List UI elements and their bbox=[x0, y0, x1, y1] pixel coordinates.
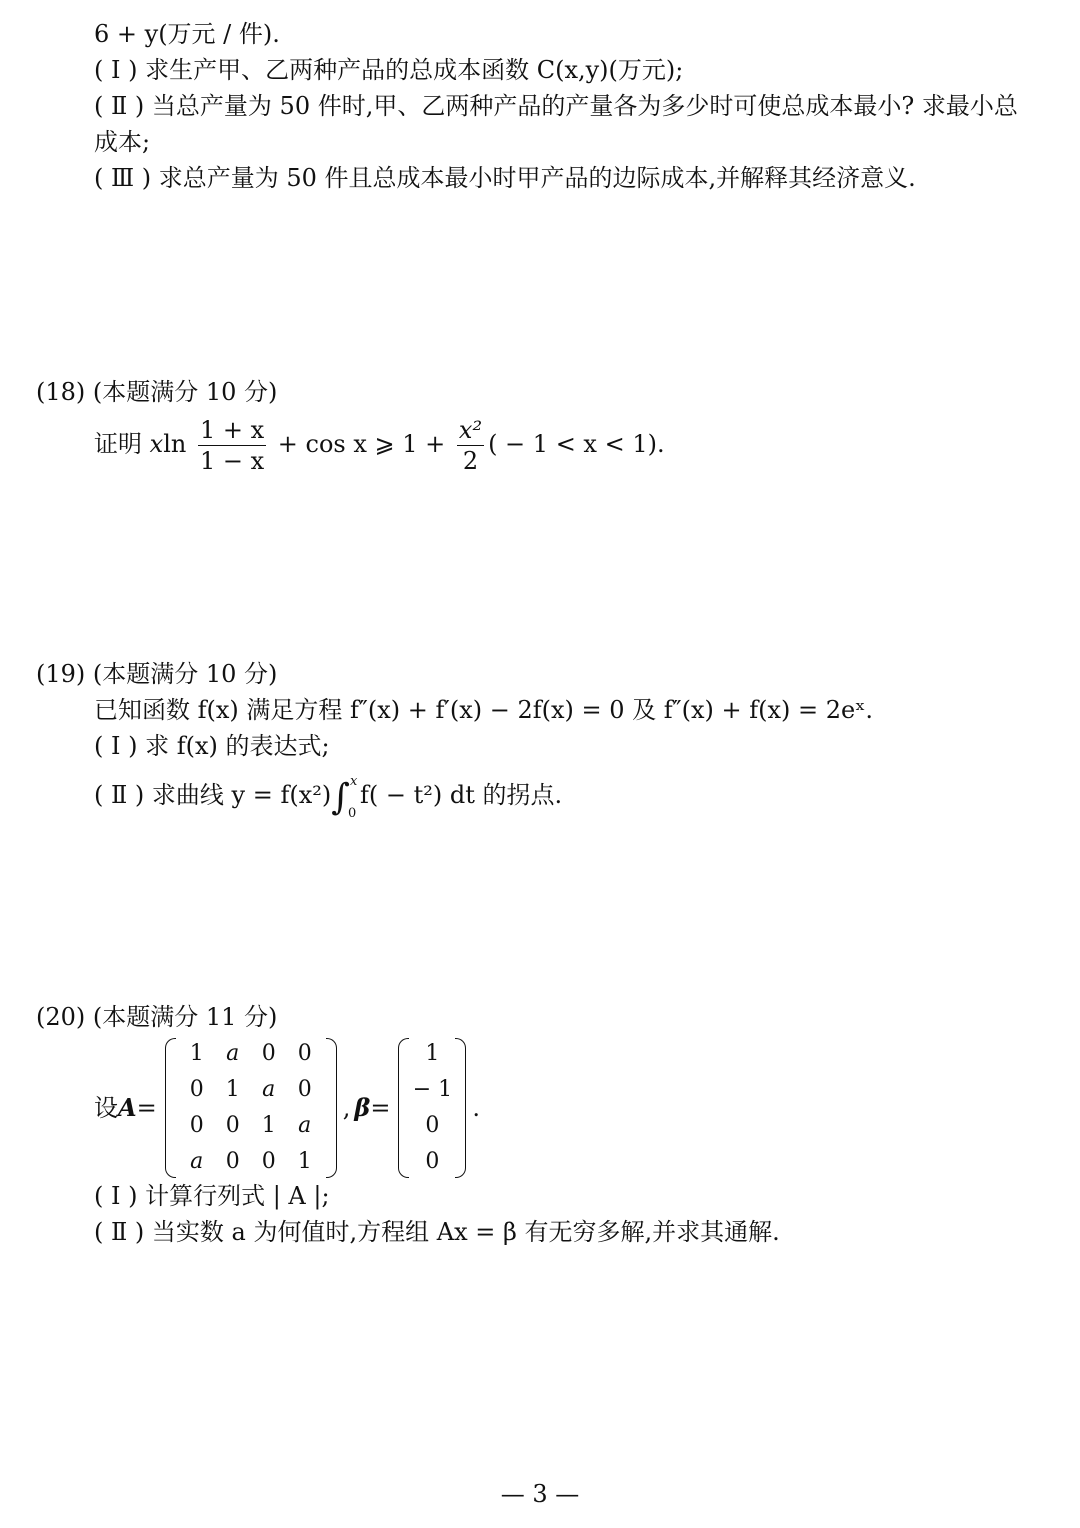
matrix-A-cell: 1 bbox=[225, 1077, 240, 1102]
q20-period: . bbox=[472, 1094, 481, 1122]
vector-beta-row bbox=[412, 1072, 452, 1108]
q19-part2-post: f( − t²) dt 的拐点. bbox=[360, 781, 563, 809]
matrix-A-cell: 0 bbox=[297, 1077, 312, 1102]
q17-part2a: ( Ⅱ ) 当总产量为 50 件时,甲、乙两种产品的产量各为多少时可使总成本最小? 求最小总 bbox=[94, 92, 1018, 120]
matrix-A-row bbox=[179, 1144, 323, 1180]
matrix-A-cell: 1 bbox=[189, 1041, 204, 1066]
matrix-A-cell: 0 bbox=[225, 1149, 240, 1174]
vector-beta-table bbox=[412, 1036, 452, 1180]
matrix-A-cell: a bbox=[190, 1149, 204, 1174]
matrix-A-cell: a bbox=[226, 1041, 240, 1066]
q19-header: (19) (本题满分 10 分) bbox=[36, 660, 278, 688]
q19-given: 已知函数 f(x) 满足方程 f″(x) + f′(x) − 2f(x) = 0 及 f″(x) + f(x) = 2eˣ. bbox=[94, 696, 874, 724]
q18-fraction-denominator: 1 − x bbox=[199, 447, 265, 475]
page-number: — 3 — bbox=[500, 1480, 580, 1508]
q17-part2b: 成本; bbox=[94, 128, 151, 156]
matrix-A-cell: 0 bbox=[225, 1113, 240, 1138]
q20-part2: ( Ⅱ ) 当实数 a 为何值时,方程组 Ax = β 有无穷多解,并求其通解. bbox=[94, 1218, 780, 1246]
q18-fraction2-denominator: 2 bbox=[462, 447, 479, 475]
q18-fraction-numerator: 1 + x bbox=[199, 416, 265, 444]
q20-definition bbox=[94, 1036, 480, 1180]
q18-tail: ( − 1 < x < 1). bbox=[488, 430, 665, 458]
vector-beta-cell: 1 bbox=[425, 1041, 440, 1066]
q19-integral-limits bbox=[348, 773, 360, 821]
q20-matrix-A-symbol: A bbox=[118, 1093, 137, 1122]
q19-part2-pre: ( Ⅱ ) 求曲线 y = f(x²) bbox=[94, 781, 332, 809]
q18-statement bbox=[94, 412, 665, 476]
vector-beta-row bbox=[412, 1036, 452, 1072]
matrix-A-cell: 1 bbox=[261, 1113, 276, 1138]
q20-eq2: = bbox=[370, 1094, 391, 1122]
q17-part1: ( Ⅰ ) 求生产甲、乙两种产品的总成本函数 C(x,y)(万元); bbox=[94, 56, 684, 84]
q20-part1: ( Ⅰ ) 计算行列式 | A |; bbox=[94, 1182, 330, 1210]
q20-comma: , bbox=[342, 1094, 351, 1122]
q18-mid: + cos x ⩾ 1 + bbox=[277, 430, 446, 458]
matrix-A-row bbox=[179, 1036, 323, 1072]
integral-sign-icon: ∫ bbox=[331, 777, 351, 818]
q18-x: x bbox=[149, 430, 164, 458]
q20-eq: = bbox=[136, 1094, 157, 1122]
q18-header: (18) (本题满分 10 分) bbox=[36, 378, 278, 406]
matrix-A-row bbox=[179, 1108, 323, 1144]
matrix-A-cell: 0 bbox=[297, 1041, 312, 1066]
q18-fraction2 bbox=[457, 415, 484, 476]
matrix-A-cell: 0 bbox=[261, 1149, 276, 1174]
vector-beta bbox=[398, 1036, 466, 1180]
matrix-A-cell: 1 bbox=[297, 1149, 312, 1174]
vector-beta-cell: − 1 bbox=[412, 1077, 453, 1102]
matrix-A-cell: a bbox=[298, 1113, 312, 1138]
q19-int-upper: x bbox=[350, 773, 358, 789]
q18-fraction2-numerator: x² bbox=[458, 416, 483, 444]
q19-part2 bbox=[94, 773, 563, 821]
matrix-A-cell: 0 bbox=[189, 1113, 204, 1138]
vector-beta-cell: 0 bbox=[425, 1113, 440, 1138]
vector-beta-row bbox=[412, 1144, 452, 1180]
matrix-A-table bbox=[179, 1036, 323, 1180]
vector-beta-cell: 0 bbox=[425, 1149, 440, 1174]
q17-line0: 6 + y(万元 / 件). bbox=[94, 20, 280, 48]
matrix-A-cell: 0 bbox=[189, 1077, 204, 1102]
q17-part3: ( Ⅲ ) 求总产量为 50 件且总成本最小时甲产品的边际成本,并解释其经济意义. bbox=[94, 164, 916, 192]
q18-ln: ln bbox=[163, 430, 187, 458]
q20-beta-symbol: β bbox=[354, 1093, 371, 1122]
q18-prefix: 证明 bbox=[94, 430, 150, 458]
matrix-A-cell: 0 bbox=[261, 1041, 276, 1066]
q20-header: (20) (本题满分 11 分) bbox=[36, 1003, 278, 1031]
q18-fraction bbox=[198, 415, 266, 476]
q20-set-prefix: 设 bbox=[94, 1094, 118, 1122]
matrix-A-cell: a bbox=[262, 1077, 276, 1102]
matrix-A-row bbox=[179, 1072, 323, 1108]
q19-int-lower: 0 bbox=[348, 805, 357, 821]
vector-beta-row bbox=[412, 1108, 452, 1144]
matrix-A bbox=[165, 1036, 337, 1180]
q19-part1: ( Ⅰ ) 求 f(x) 的表达式; bbox=[94, 732, 330, 760]
